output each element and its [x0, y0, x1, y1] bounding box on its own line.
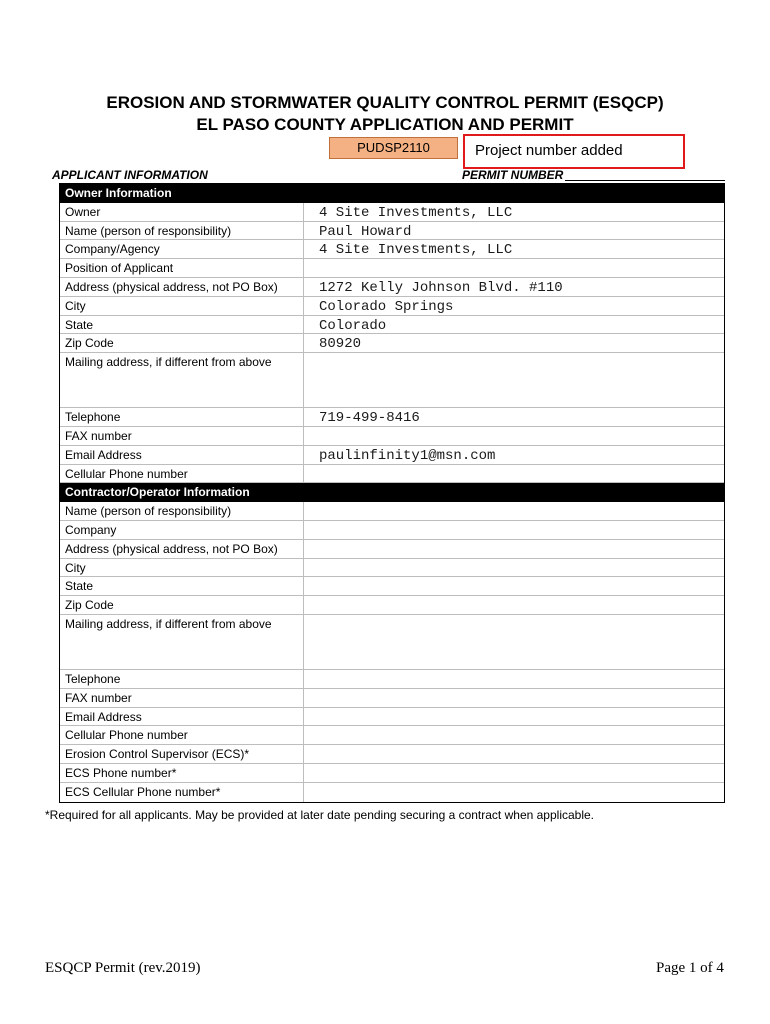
form-subtitle: EL PASO COUNTY APPLICATION AND PERMIT	[196, 115, 574, 134]
field-label: Cellular Phone number	[65, 466, 188, 481]
field-value[interactable]: 1272 Kelly Johnson Blvd. #110	[319, 279, 563, 296]
field-label: City	[65, 298, 86, 313]
field-label: Name (person of responsibility)	[65, 223, 232, 238]
field-label: ECS Cellular Phone number*	[65, 784, 221, 799]
field-label: Mailing address, if different from above	[65, 616, 272, 631]
field-label: State	[65, 317, 94, 332]
applicant-form-table	[59, 183, 725, 803]
section-title: Contractor/Operator Information	[65, 485, 250, 500]
field-label: Telephone	[65, 410, 121, 425]
permit-number-label: PERMIT NUMBER	[462, 168, 564, 182]
field-value[interactable]: 4 Site Investments, LLC	[319, 204, 513, 221]
form-row-contractor-address	[60, 540, 724, 559]
footer-form-id: ESQCP Permit (rev.2019)	[45, 960, 201, 976]
form-row-owner-zip	[60, 334, 724, 353]
field-label: Company	[65, 522, 117, 537]
field-label: Zip Code	[65, 598, 114, 613]
form-row-contractor-email	[60, 708, 724, 727]
form-row-contractor-state	[60, 577, 724, 596]
annotation-callout	[463, 134, 685, 169]
form-row-owner-name	[60, 222, 724, 241]
applicant-info-heading: APPLICANT INFORMATION	[52, 168, 208, 182]
field-value[interactable]: Colorado	[319, 317, 387, 334]
field-value[interactable]: Colorado Springs	[319, 298, 454, 315]
footnote: *Required for all applicants. May be provided at later date pending securing a contract when applicable.	[45, 808, 594, 822]
field-label: FAX number	[65, 428, 132, 443]
field-value[interactable]: 719-499-8416	[319, 410, 420, 427]
annotation-text: Project number added	[475, 142, 623, 159]
field-label: Address (physical address, not PO Box)	[65, 541, 278, 556]
field-label: Name (person of responsibility)	[65, 504, 232, 519]
field-value[interactable]: Paul Howard	[319, 223, 412, 240]
field-label: Erosion Control Supervisor (ECS)*	[65, 747, 250, 762]
field-label: Company/Agency	[65, 242, 160, 257]
form-row-ecs-cell	[60, 783, 724, 802]
project-number-stamp: PUDSP2110	[329, 137, 458, 159]
section-header-owner	[60, 184, 724, 203]
form-row-contractor-name	[60, 502, 724, 521]
field-label: Position of Applicant	[65, 261, 174, 276]
section-header-contractor	[60, 483, 724, 502]
section-title: Owner Information	[65, 186, 172, 200]
field-label: State	[65, 579, 94, 594]
field-label: Owner	[65, 204, 101, 219]
field-value[interactable]: paulinfinity1@msn.com	[319, 447, 496, 464]
form-row-ecs	[60, 745, 724, 764]
form-row-contractor-mailing	[60, 615, 724, 670]
form-row-contractor-fax	[60, 689, 724, 708]
form-row-owner-fax	[60, 427, 724, 446]
form-row-owner	[60, 203, 724, 222]
form-row-owner-city	[60, 297, 724, 316]
form-row-contractor-cell	[60, 726, 724, 745]
form-row-contractor-zip	[60, 596, 724, 615]
form-row-ecs-phone	[60, 764, 724, 783]
footer-page-number: Page 1 of 4	[656, 960, 724, 976]
form-row-contractor-company	[60, 521, 724, 540]
field-value[interactable]: 4 Site Investments, LLC	[319, 242, 513, 259]
form-row-contractor-telephone	[60, 670, 724, 689]
field-label: Email Address	[65, 709, 142, 724]
field-label: Address (physical address, not PO Box)	[65, 279, 278, 294]
field-label: ECS Phone number*	[65, 765, 177, 780]
permit-number-field[interactable]	[565, 180, 725, 181]
field-label: Mailing address, if different from above	[65, 355, 272, 370]
field-label: FAX number	[65, 690, 132, 705]
field-label: Telephone	[65, 671, 121, 686]
form-row-owner-email	[60, 446, 724, 465]
form-title: EROSION AND STORMWATER QUALITY CONTROL PERMIT (ESQCP)	[106, 93, 664, 112]
field-label: City	[65, 560, 86, 575]
form-row-owner-cell	[60, 465, 724, 484]
form-row-owner-telephone	[60, 408, 724, 427]
field-value[interactable]: 80920	[319, 336, 362, 353]
field-label: Zip Code	[65, 336, 114, 351]
form-row-contractor-city	[60, 559, 724, 578]
form-row-owner-position	[60, 259, 724, 278]
field-label: Cellular Phone number	[65, 728, 188, 743]
form-row-owner-state	[60, 316, 724, 335]
form-row-owner-mailing	[60, 353, 724, 408]
form-row-owner-company	[60, 240, 724, 259]
form-row-owner-address	[60, 278, 724, 297]
field-label: Email Address	[65, 447, 142, 462]
